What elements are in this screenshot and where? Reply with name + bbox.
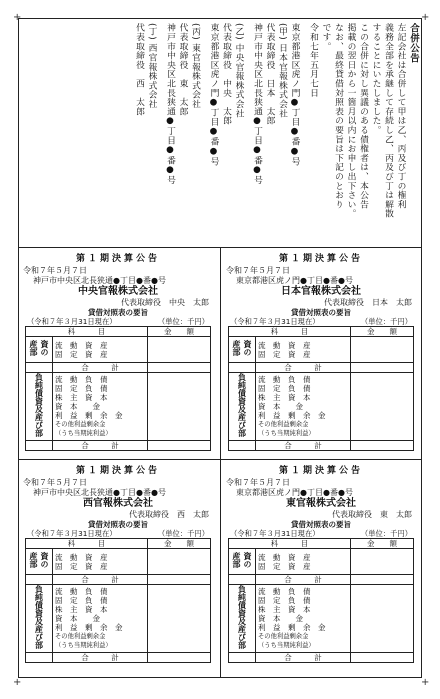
notice-title: 第１期決算公告 bbox=[278, 254, 363, 264]
amount-header: 金 額 bbox=[351, 327, 414, 337]
notice-date: 令和７年５月７日 bbox=[226, 266, 290, 275]
subject-header: 科 目 bbox=[229, 327, 351, 337]
notice-title: 第１期決算公告 bbox=[278, 466, 363, 476]
bs-subheading: 貸借対照表の要旨 bbox=[291, 520, 351, 529]
merger-line: することにいたしました。 bbox=[370, 23, 381, 135]
assets-section-label: 資の産部 bbox=[229, 337, 256, 363]
assets-section-label: 資の産部 bbox=[26, 337, 53, 363]
notice-address: 東京都港区虎ノ門●丁目●番●号 bbox=[236, 276, 353, 285]
company-name: 西官報株式会社 bbox=[83, 498, 153, 509]
liabilities-total-label: 合 計 bbox=[256, 441, 351, 451]
merger-notice bbox=[23, 23, 419, 245]
company-name: (乙) 中央官報株式会社 bbox=[233, 23, 244, 118]
bs-as-of-row bbox=[23, 317, 213, 326]
liabilities-total-amount bbox=[148, 653, 211, 663]
balance-sheet-notice bbox=[226, 251, 416, 451]
merger-line: この合併に対し異議のある債権者は、本公告 bbox=[358, 23, 368, 209]
liabilities-amounts bbox=[148, 373, 211, 441]
company-name: 日本官報株式会社 bbox=[281, 286, 361, 297]
assets-items: 流 動 資 産 固 定 資 産 bbox=[53, 337, 148, 363]
notice-date: 令和７年５月７日 bbox=[23, 266, 87, 275]
company-rep: 代表取締役 日本 太郎 bbox=[264, 23, 275, 126]
subject-header: 科 目 bbox=[229, 539, 351, 549]
bs-as-of-row bbox=[226, 529, 416, 538]
assets-items: 流 動 資 産 固 定 資 産 bbox=[256, 337, 351, 363]
company-rep: 代表取締役 中央 太郎 bbox=[221, 23, 231, 126]
assets-total-label: 合 計 bbox=[256, 575, 351, 585]
bs-subheading: 貸借対照表の要旨 bbox=[88, 520, 148, 529]
bs-subheading: 貸借対照表の要旨 bbox=[291, 308, 351, 317]
company-name: (丙) 東官報株式会社 bbox=[190, 23, 200, 109]
unit-label: （単位：千円） bbox=[360, 317, 412, 326]
assets-amounts bbox=[351, 337, 414, 363]
liabilities-section-label: 負純債資及産び部 bbox=[229, 373, 256, 441]
amount-header: 金 額 bbox=[148, 327, 211, 337]
assets-amounts bbox=[351, 549, 414, 575]
notice-title: 第１期決算公告 bbox=[75, 254, 160, 264]
registration-mark: + bbox=[13, 677, 22, 688]
company-name: (丁) 西官報株式会社 bbox=[146, 23, 157, 109]
representative: 代表取締役 中央 太郎 bbox=[121, 298, 209, 307]
notice-address: 神戸市中央区北長狭通●丁目●番●号 bbox=[33, 488, 166, 497]
notice-address: 神戸市中央区北長狭通●丁目●番●号 bbox=[33, 276, 166, 285]
as-of-date: （令和７年３月31日現在） bbox=[230, 529, 320, 538]
liabilities-items: 流 動 負 債 固 定 負 債 株 主 資 本 資 本 金 利 益 剰 余 金 その他利益剰余金 （うち当期純利益） bbox=[256, 585, 351, 653]
merger-line: なお、最終貸借対照表の要旨は下記のとおり bbox=[333, 23, 343, 209]
notice-title: 第１期決算公告 bbox=[75, 466, 160, 476]
liabilities-amounts bbox=[351, 373, 414, 441]
balance-sheet-notice bbox=[23, 463, 213, 663]
liabilities-total-label: 合 計 bbox=[53, 653, 148, 663]
liabilities-section-label: 負純債資及産び部 bbox=[229, 585, 256, 653]
company-rep: 代表取締役 東 太郎 bbox=[177, 23, 188, 116]
liabilities-section-label: 負純債資及産び部 bbox=[26, 373, 53, 441]
company-name: 東官報株式会社 bbox=[286, 498, 356, 509]
liabilities-total-amount bbox=[148, 441, 211, 451]
amount-header: 金 額 bbox=[148, 539, 211, 549]
gazette-page bbox=[18, 18, 422, 678]
subject-header: 科 目 bbox=[26, 539, 148, 549]
unit-label: （単位：千円） bbox=[157, 317, 209, 326]
liabilities-items: 流 動 負 債 固 定 負 債 株 主 資 本 資 本 金 利 益 剰 余 金 その他利益剰余金 （うち当期純利益） bbox=[53, 585, 148, 653]
merger-line: です。 bbox=[320, 23, 331, 51]
representative: 代表取締役 日本 太郎 bbox=[324, 298, 412, 307]
bs-as-of-row bbox=[226, 317, 416, 326]
assets-total-amount bbox=[351, 575, 414, 585]
as-of-date: （令和７年３月31日現在） bbox=[230, 317, 320, 326]
unit-label: （単位：千円） bbox=[360, 529, 412, 538]
company-name: 中央官報株式会社 bbox=[78, 286, 158, 297]
assets-amounts bbox=[148, 337, 211, 363]
company-address: 神戸市中央区北長狭通●丁目●番●号 bbox=[252, 23, 262, 185]
assets-total-amount bbox=[351, 363, 414, 373]
company-name: (甲) 日本官報株式会社 bbox=[277, 23, 287, 118]
balance-sheet-notice bbox=[226, 463, 416, 663]
liabilities-items: 流 動 負 債 固 定 負 債 株 主 資 本 資 本 金 利 益 剰 余 金 その他利益剰余金 （うち当期純利益） bbox=[256, 373, 351, 441]
subject-header: 科 目 bbox=[26, 327, 148, 337]
company-address: 神戸市中央区北長狭通●丁目●番●号 bbox=[165, 23, 175, 185]
merger-line: 義務全部を承継して存続し乙、丙及び丁は解散 bbox=[383, 23, 393, 219]
notice-date: 令和７年５月７日 bbox=[23, 478, 87, 487]
registration-mark: + bbox=[421, 12, 430, 23]
bs-table bbox=[25, 538, 211, 663]
assets-section-label: 資の産部 bbox=[26, 549, 53, 575]
assets-items: 流 動 資 産 固 定 資 産 bbox=[53, 549, 148, 575]
assets-section-label: 資の産部 bbox=[229, 549, 256, 575]
unit-label: （単位：千円） bbox=[157, 529, 209, 538]
liabilities-total-label: 合 計 bbox=[256, 653, 351, 663]
as-of-date: （令和７年３月31日現在） bbox=[27, 529, 117, 538]
bs-as-of-row bbox=[23, 529, 213, 538]
assets-items: 流 動 資 産 固 定 資 産 bbox=[256, 549, 351, 575]
notice-date: 令和７年５月７日 bbox=[226, 478, 290, 487]
liabilities-total-label: 合 計 bbox=[53, 441, 148, 451]
merger-line: 左記会社は合併して甲は乙、丙及び丁の権利 bbox=[395, 23, 406, 209]
merger-date: 令和七年五月七日 bbox=[308, 23, 318, 98]
assets-total-label: 合 計 bbox=[53, 363, 148, 373]
liabilities-amounts bbox=[148, 585, 211, 653]
assets-total-label: 合 計 bbox=[53, 575, 148, 585]
assets-amounts bbox=[148, 549, 211, 575]
assets-total-amount bbox=[148, 575, 211, 585]
assets-total-label: 合 計 bbox=[256, 363, 351, 373]
amount-header: 金 額 bbox=[351, 539, 414, 549]
bs-table bbox=[228, 538, 414, 663]
registration-mark: + bbox=[13, 12, 22, 23]
registration-mark: + bbox=[421, 677, 430, 688]
representative: 代表取締役 西 太郎 bbox=[129, 510, 209, 519]
representative: 代表取締役 東 太郎 bbox=[332, 510, 412, 519]
as-of-date: （令和７年３月31日現在） bbox=[27, 317, 117, 326]
column-divider bbox=[220, 247, 221, 677]
liabilities-items: 流 動 負 債 固 定 負 債 株 主 資 本 資 本 金 利 益 剰 余 金 その他利益剰余金 （うち当期純利益） bbox=[53, 373, 148, 441]
merger-title: 合併公告 bbox=[408, 23, 419, 63]
balance-sheet-notice bbox=[23, 251, 213, 451]
bs-table bbox=[228, 326, 414, 451]
liabilities-section-label: 負純債資及産び部 bbox=[26, 585, 53, 653]
liabilities-total-amount bbox=[351, 441, 414, 451]
notice-address: 東京都港区虎ノ門●丁目●番●号 bbox=[236, 488, 353, 497]
assets-total-amount bbox=[148, 363, 211, 373]
bs-subheading: 貸借対照表の要旨 bbox=[88, 308, 148, 317]
company-address: 東京都港区虎ノ門●丁目●番●号 bbox=[208, 23, 219, 167]
company-rep: 代表取締役 西 太郎 bbox=[134, 23, 144, 116]
merger-line: 掲載の翌日から一箇月以内にお申し出下さい。 bbox=[345, 23, 356, 219]
liabilities-amounts bbox=[351, 585, 414, 653]
company-address: 東京都港区虎ノ門●丁目●番●号 bbox=[289, 23, 300, 167]
liabilities-total-amount bbox=[351, 653, 414, 663]
bs-table bbox=[25, 326, 211, 451]
